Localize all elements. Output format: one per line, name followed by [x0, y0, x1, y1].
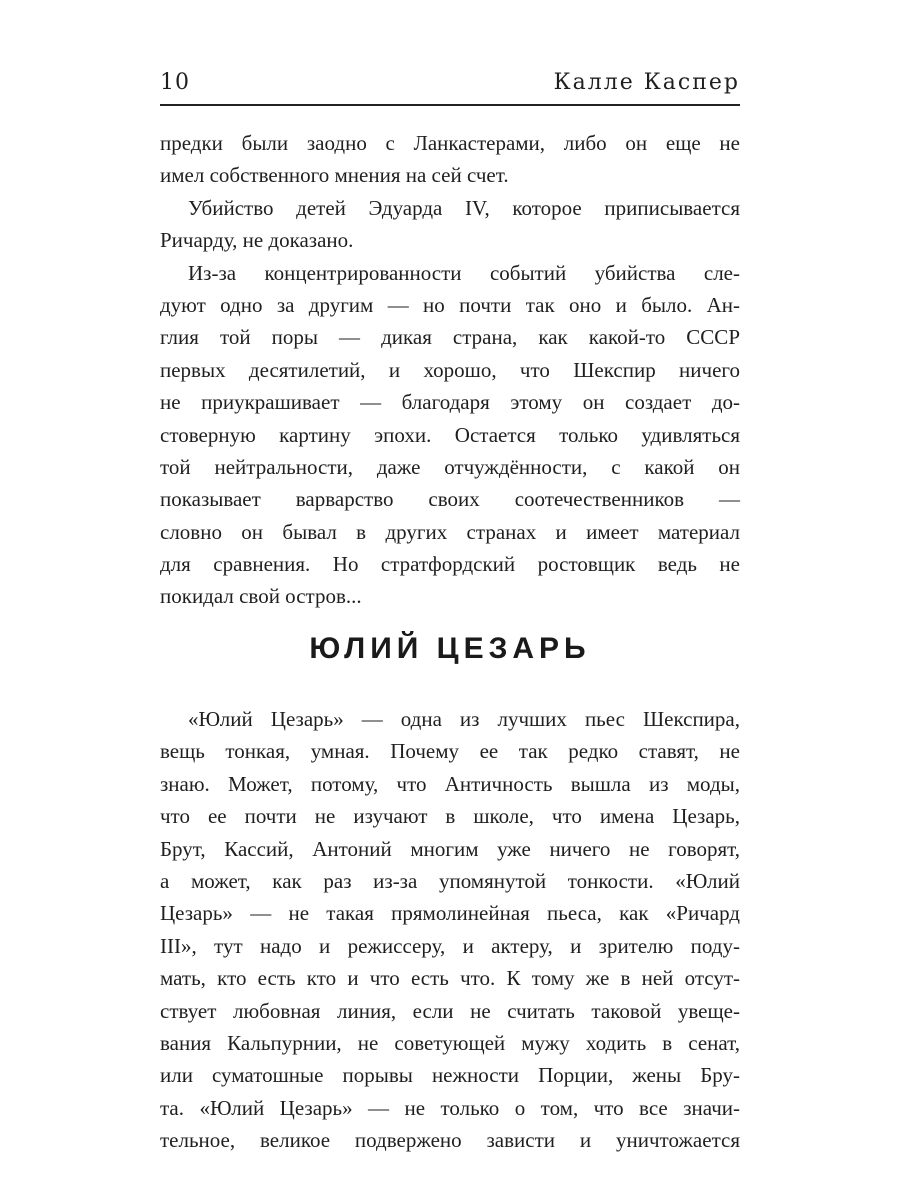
text-line: для сравнения. Но стратфордский ростовщик ведь не [160, 552, 740, 577]
text-line: словно он бывал в других странах и имеет материал [160, 519, 740, 544]
text-line: что ее почти не изучают в школе, что имена Цезарь, [160, 804, 740, 829]
text-line: III», тут надо и режиссеру, и актеру, и зрителю поду- [160, 933, 740, 958]
text-line: той нейтральности, даже отчуждённости, с какой он [160, 454, 740, 479]
text-line: не приукрашивает — благодаря этому он создает до- [160, 390, 740, 415]
text-line: Убийство детей Эдуарда IV, которое приписывается [188, 195, 740, 220]
chapter-title: ЮЛИЙ ЦЕЗАРЬ [309, 632, 591, 665]
text-line: дуют одно за другим — но почти так оно и было. Ан- [160, 292, 740, 317]
text-line: тельное, великое подвержено зависти и уничтожается [160, 1128, 740, 1153]
text-line: имел собственного мнения на сей счет. [160, 163, 509, 188]
text-line: знаю. Может, потому, что Античность вышла из моды, [160, 771, 740, 796]
text-block-bottom [160, 703, 740, 1156]
text-line: стоверную картину эпохи. Остается только удивляться [160, 422, 740, 447]
text-line: Цезарь» — не такая прямолинейная пьеса, как «Ричард [160, 901, 740, 926]
text-line: мать, кто есть кто и что есть что. К тому же в ней отсут- [160, 966, 740, 991]
text-line: вания Кальпурнии, не советующей мужу ходить в сенат, [160, 1030, 740, 1055]
text-line: вещь тонкая, умная. Почему ее так редко ставят, не [160, 739, 740, 764]
text-line: ствует любовная линия, если не считать таковой увеще- [160, 998, 740, 1023]
text-line: показывает варварство своих соотечественников — [160, 487, 740, 512]
text-line: первых десятилетий, и хорошо, что Шекспир ничего [160, 357, 740, 382]
text-line: та. «Юлий Цезарь» — не только о том, что все значи- [160, 1095, 740, 1120]
text-line: а может, как раз из-за упомянутой тонкости. «Юлий [160, 868, 740, 893]
text-line: «Юлий Цезарь» — одна из лучших пьес Шекспира, [188, 707, 740, 731]
text-line: Брут, Кассий, Антоний многим уже ничего не говорят, [160, 836, 740, 861]
text-block-top [160, 127, 740, 613]
text-line: покидал свой остров... [160, 584, 362, 609]
text-line: Ричарду, не доказано. [160, 228, 354, 253]
running-head-author: Калле Каспер [553, 70, 740, 95]
text-line: Из-за концентрированности событий убийства сле- [188, 260, 740, 285]
header-rule [160, 104, 740, 106]
text-line: предки были заодно с Ланкастерами, либо он еще не [160, 131, 740, 155]
page-number: 10 [160, 70, 190, 95]
text-line: или суматошные порывы нежности Порции, жены Бру- [160, 1063, 740, 1088]
text-line: глия той поры — дикая страна, как какой-то СССР [160, 325, 740, 350]
